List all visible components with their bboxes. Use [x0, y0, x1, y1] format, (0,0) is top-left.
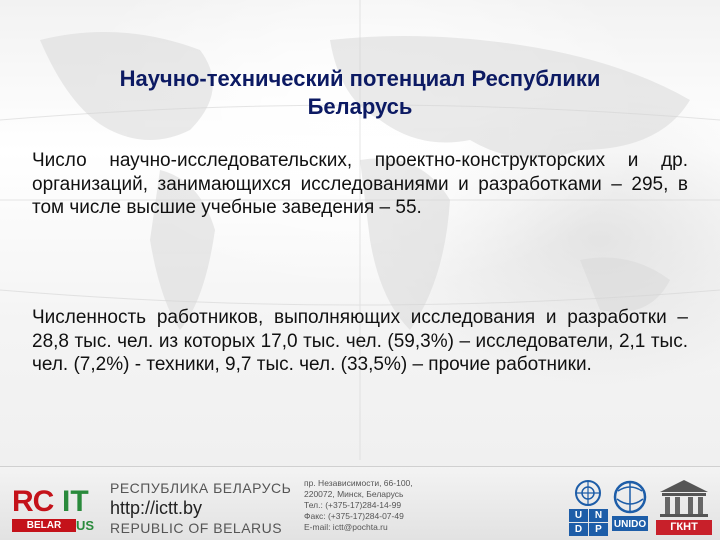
- contact-line: пр. Независимости, 66-100,: [304, 478, 413, 488]
- slide-title: [40, 65, 680, 121]
- unido-logo: [612, 479, 648, 535]
- footer-contacts: [304, 478, 464, 533]
- paragraph-organizations: Число научно-исследовательских, проектно-конструкторских и др. организаций, занимающихся исследованиями и разработками – 295, в том числе высшие учебные заведения – 55.: [32, 150, 688, 218]
- rcitt-logo: [12, 483, 98, 533]
- logo-us-text: US: [76, 518, 95, 533]
- gknt-emblem-icon: [654, 478, 714, 518]
- logo-rc-text: RC: [12, 485, 54, 518]
- footer-country-ru: РЕСПУБЛИКА БЕЛАРУСЬ: [110, 480, 292, 496]
- slide-title-line1: Научно-технический потенциал Республики: [119, 66, 601, 91]
- logo-it-text: IT: [62, 485, 89, 518]
- undp-letter-u: U: [569, 509, 588, 522]
- undp-letter-n: N: [589, 509, 608, 522]
- undp-letter-d: D: [569, 523, 588, 536]
- footer-website-link[interactable]: http://ictt.by: [110, 498, 203, 518]
- un-globe-icon: [574, 479, 602, 507]
- contact-line: 220072, Минск, Беларусь: [304, 489, 404, 499]
- logo-belar-text: BELAR: [12, 519, 76, 532]
- gknt-label: ГКНТ: [656, 520, 712, 535]
- unido-label: UNIDO: [613, 519, 647, 530]
- gknt-logo: [654, 478, 714, 536]
- contact-line: Факс: (+375-17)284-07-49: [304, 511, 404, 521]
- slide-title-line2: Беларусь: [307, 94, 413, 119]
- footer-country-en: REPUBLIC OF BELARUS: [110, 520, 283, 536]
- undp-logo: [568, 479, 608, 535]
- footer-banner: [0, 466, 720, 540]
- paragraph-personnel: Численность работников, выполняющих исследования и разработки – 28,8 тыс. чел. из которых 17,0 тыс. чел. (59,3%) – исследователи, 2,1 тыс. чел. (7,2%) - техники, 9,7 тыс. чел. (33,5%) – прочие работники.: [32, 307, 688, 375]
- contact-line: Тел.: (+375-17)284-14-99: [304, 500, 402, 510]
- undp-letter-p: P: [589, 523, 608, 536]
- contact-email[interactable]: E-mail: ictt@pochta.ru: [304, 522, 388, 532]
